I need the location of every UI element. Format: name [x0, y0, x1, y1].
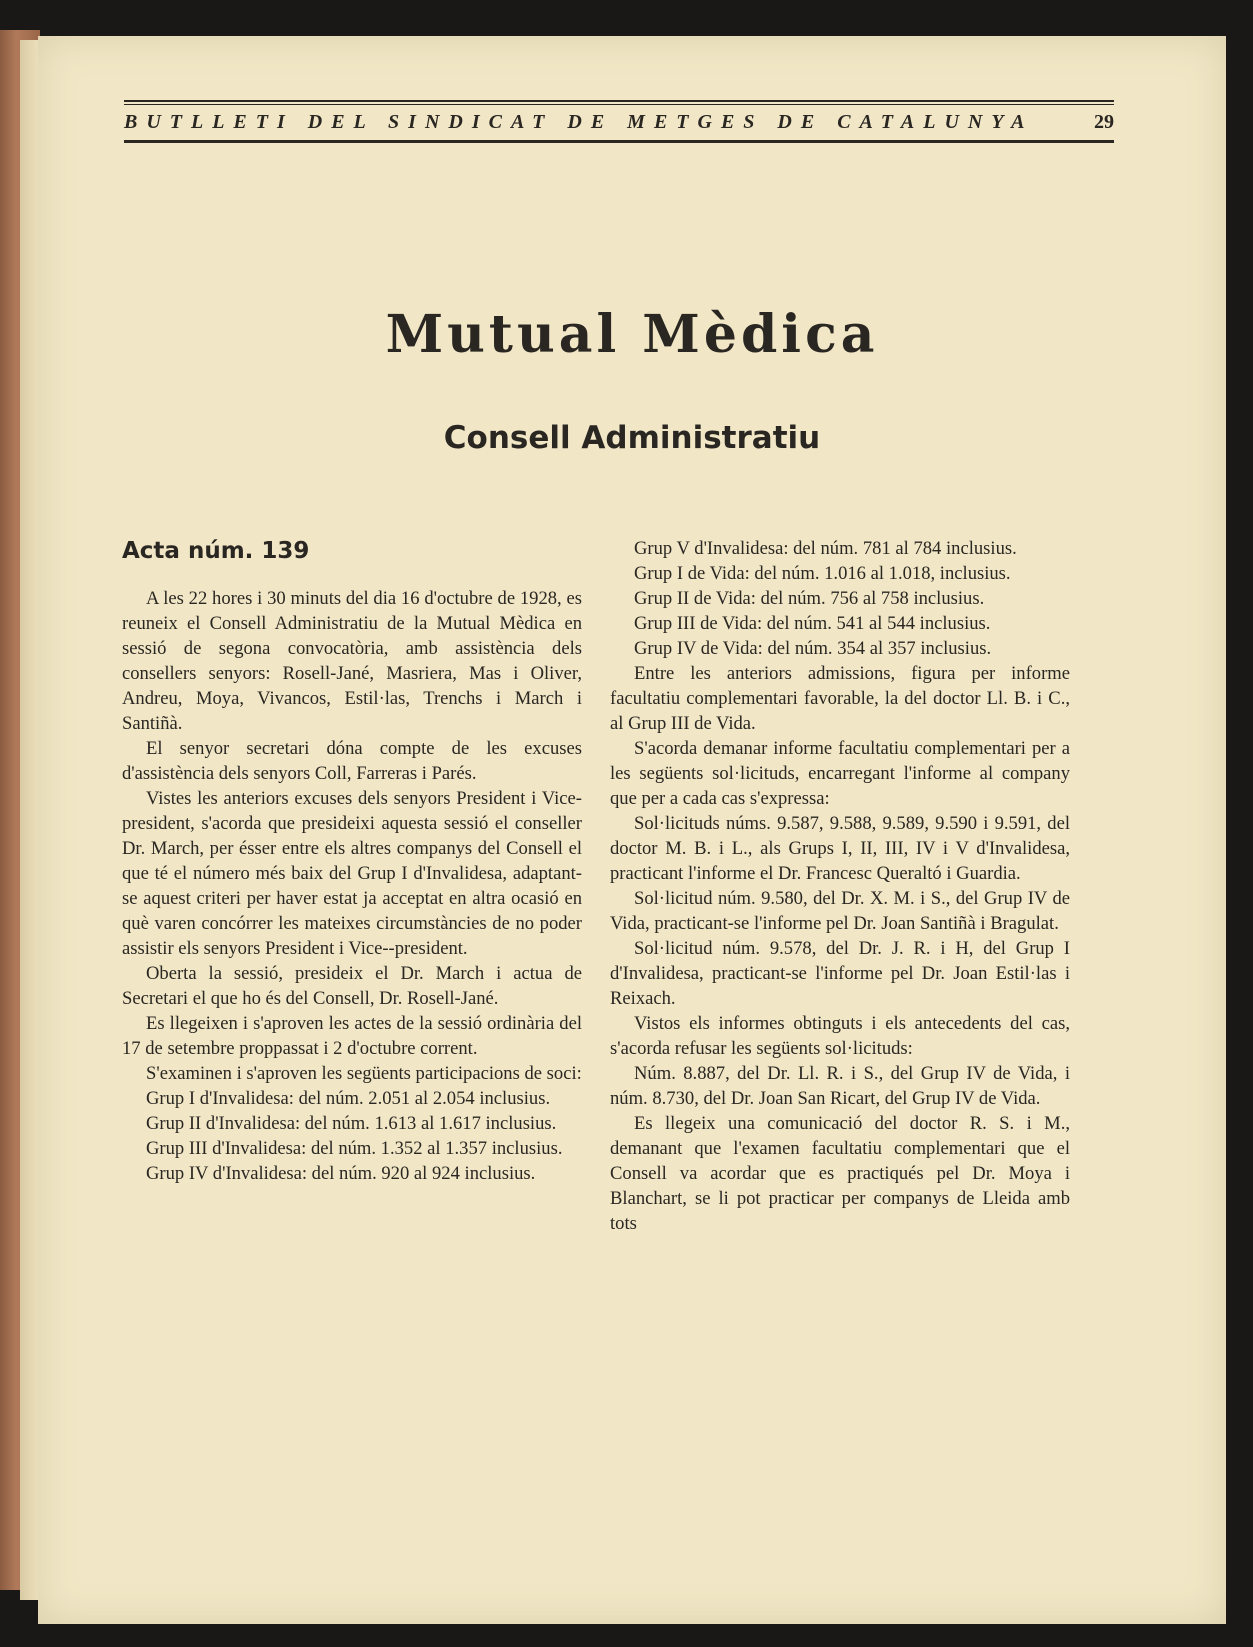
running-header [124, 100, 1114, 143]
paragraph: Vistos els informes obtinguts i els antecedents del cas, s'acorda refusar les següents sol·licituds: [610, 1013, 1070, 1059]
paragraph: Grup V d'Invalidesa: del núm. 781 al 784 inclusius. [634, 538, 1017, 559]
paragraph: Grup III de Vida: del núm. 541 al 544 inclusius. [634, 613, 991, 634]
header-rule-bottom [124, 141, 1114, 143]
paragraph: El senyor secretari dóna compte de les excuses d'assistència dels senyors Coll, Farreras i Parés. [122, 738, 582, 784]
paragraph: Vistes les anteriors excuses dels senyors President i Vice-president, s'acorda que presideixi aquesta sessió el conseller Dr. March, per ésser entre els altres companys del Consell el que té el número més baix del Grup I d'Invalidesa, adaptant-se aquest criteri per haver estat ja acceptat en altra ocasió en què varen concórrer les mateixes circumstàncies de no poder assistir els senyors President i Vice--president. [122, 788, 582, 959]
page-number: 29 [1094, 111, 1114, 133]
paragraph: Sol·licitud núm. 9.578, del Dr. J. R. i H, del Grup I d'Invalidesa, practicant-se l'informe pel Dr. Joan Estil·las i Reixach. [610, 938, 1070, 1009]
paragraph: Sol·licitud núm. 9.580, del Dr. X. M. i S., del Grup IV de Vida, practicant-se l'informe pel Dr. Joan Santiñà i Bragulat. [610, 888, 1070, 934]
paragraph: S'acorda demanar informe facultatiu complementari per a les següents sol·licituds, encarregant l'informe al company que per a cada cas s'expressa: [610, 738, 1070, 809]
paragraph: Grup III d'Invalidesa: del núm. 1.352 al 1.357 inclusius. [146, 1138, 563, 1159]
header-row [124, 105, 1114, 138]
paragraph: Grup IV d'Invalidesa: del núm. 920 al 924 inclusius. [146, 1163, 536, 1184]
paragraph: Grup IV de Vida: del núm. 354 al 357 inclusius. [634, 638, 992, 659]
paragraph: Grup II d'Invalidesa: del núm. 1.613 al 1.617 inclusius. [146, 1113, 557, 1134]
main-title: Mutual Mèdica [385, 304, 879, 365]
paragraph: Es llegeixen i s'aproven les actes de la sessió ordinària del 17 de setembre proppassat i 2 d'octubre corrent. [122, 1013, 582, 1059]
paragraph: S'examinen i s'aproven les següents participacions de soci: [146, 1063, 582, 1084]
paragraph: Es llegeix una comunicació del doctor R. S. i M., demanant que l'examen facultatiu complementari que el Consell va acordar que es practiqués pel Dr. Moya i Blanchart, se li pot practicar per companys de Lleida amb tots [610, 1113, 1070, 1234]
paragraph: A les 22 hores i 30 minuts del dia 16 d'octubre de 1928, es reuneix el Consell Administratiu de la Mutual Mèdica en sessió de segona convocatòria, amb assistència dels consellers senyors: Rosell-Jané, Masriera, Mas i Oliver, Andreu, Moya, Vivancos, Estil·las, Trenchs i March i Santiñà. [122, 588, 582, 734]
act-title: Acta núm. 139 [122, 538, 310, 564]
paragraph: Sol·licituds núms. 9.587, 9.588, 9.589, 9.590 i 9.591, del doctor M. B. i L., als Grups I, II, III, IV i V d'Invalidesa, practicant l'informe el Dr. Francesc Queraltó i Guardia. [610, 813, 1070, 884]
paragraph: Grup II de Vida: del núm. 756 al 758 inclusius. [634, 588, 985, 609]
paragraph: Grup I d'Invalidesa: del núm. 2.051 al 2.054 inclusius. [146, 1088, 551, 1109]
paragraph: Núm. 8.887, del Dr. Ll. R. i S., del Grup IV de Vida, i núm. 8.730, del Dr. Joan San Ricart, del Grup IV de Vida. [610, 1063, 1070, 1109]
journal-title: BUTLLETI DEL SINDICAT DE METGES DE CATALUNYA [124, 111, 1034, 133]
paragraph: Oberta la sessió, presideix el Dr. March i actua de Secretari el que ho és del Consell, Dr. Rosell-Jané. [122, 963, 582, 1009]
paragraph: Grup I de Vida: del núm. 1.016 al 1.018, inclusius. [634, 563, 1011, 584]
header-rule-top [124, 100, 1114, 102]
paragraph: Entre les anteriors admissions, figura per informe facultatiu complementari favorable, la del doctor Ll. B. i C., al Grup III de Vida. [610, 663, 1070, 734]
section-title: Consell Administratiu [443, 420, 821, 456]
left-column [122, 536, 582, 1186]
document-page [38, 36, 1226, 1624]
right-column [610, 536, 1070, 1236]
